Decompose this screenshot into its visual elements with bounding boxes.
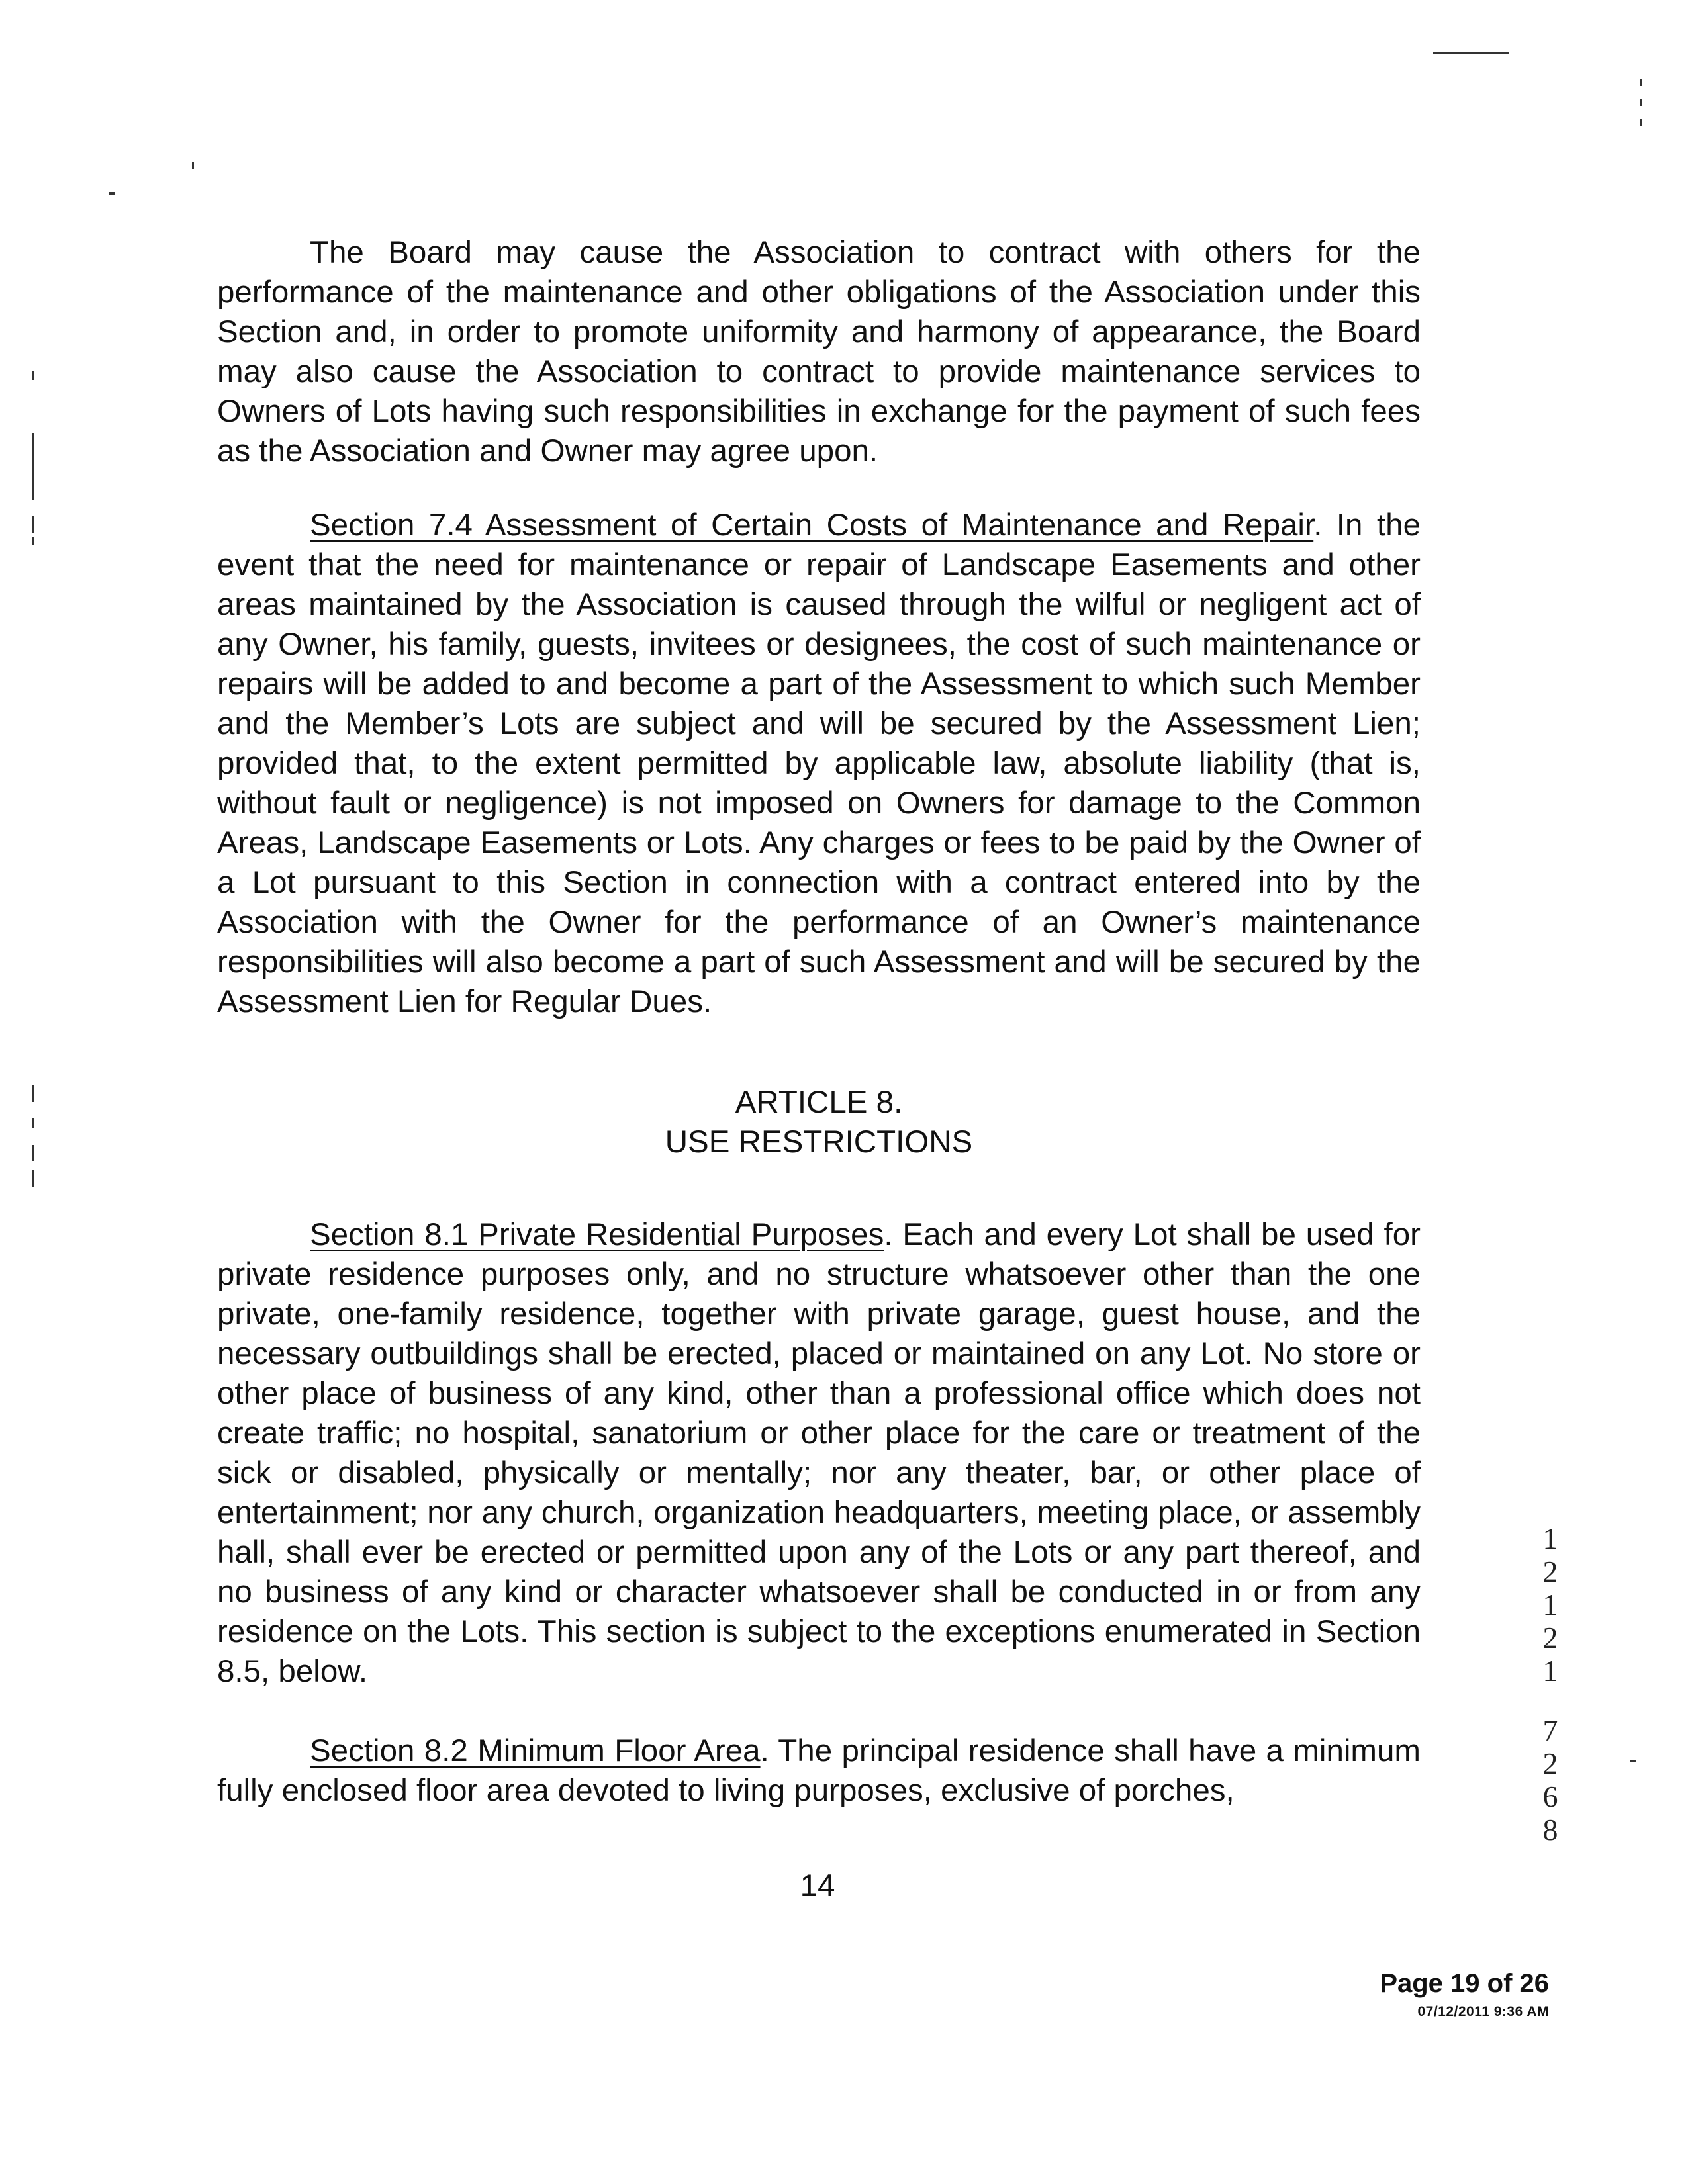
section-8-1: [217, 1215, 1421, 1692]
scan-mark: [192, 162, 194, 169]
stamp-digit: 7: [1542, 1713, 1558, 1747]
margin-mark: [32, 1118, 34, 1128]
section-8-2-heading: Section 8.2 Minimum Floor Area: [310, 1733, 761, 1768]
section-8-2-body: . The principal residence shall have a minimum fully enclosed floor area devoted to living purposes, exclusive of porches,: [217, 1733, 1421, 1808]
section-8-1-body: . Each and every Lot shall be used for private residence purposes only, and no structure whatsoever other than the one private, one-family residence, together with private garage, guest house, and the necessary outbuildings shall be erected, placed or maintained on any Lot. No store or other place of business of any kind, other than a professional office which does not create traffic; no hospital, sanatorium or other place for the care or treatment of the sick or disabled, physically or mentally; nor any theater, bar, or other place of entertainment; nor any church, organization headquarters, meeting place, or assembly hall, shall ever be erected or permitted upon any of the Lots or any part thereof, and no business of any kind or character whatsoever shall be conducted in or from any residence on the Lots. This section is subject to the exceptions enumerated in Section 8.5, below.: [217, 1217, 1421, 1689]
margin-mark: [32, 1145, 34, 1161]
scan-mark: [1630, 1760, 1636, 1762]
paragraph-board-contracts: [217, 233, 1421, 471]
article-heading: [217, 1083, 1421, 1162]
stamp-digit: 1: [1542, 1588, 1558, 1621]
stamp-digit: 2: [1542, 1621, 1558, 1655]
margin-mark: [32, 1170, 34, 1187]
recording-stamp: [1537, 1522, 1564, 1846]
footer-timestamp: 07/12/2011 9:36 AM: [1417, 2004, 1549, 2019]
stamp-digit: 1: [1542, 1522, 1558, 1555]
margin-mark: [32, 1085, 34, 1102]
section-7-4-heading: Section 7.4 Assessment of Certain Costs of Maintenance and Repair: [310, 508, 1314, 543]
section-8-2: [217, 1731, 1421, 1811]
section-8-1-heading: Section 8.1 Private Residential Purposes: [310, 1217, 884, 1252]
paragraph-text: The Board may cause the Association to contract with others for the performance of the maintenance and other obligations of the Association under this Section and, in order to promote uniformity and harmony of appearance, the Board may also cause the Association to contract to provide maintenance services to Owners of Lots having such responsibilities in exchange for the payment of such fees as the Association and Owner may agree upon.: [217, 235, 1421, 469]
section-7-4: [217, 506, 1421, 1022]
scan-mark: [1640, 79, 1642, 86]
margin-mark: [32, 371, 34, 380]
footer-page-label: Page 19 of 26: [1380, 1969, 1549, 1998]
scan-mark: [1640, 99, 1642, 106]
scan-mark: [109, 192, 115, 195]
page-number: 14: [800, 1868, 835, 1903]
margin-mark: [32, 516, 34, 533]
scan-mark: [1640, 119, 1642, 126]
article-number: ARTICLE 8.: [735, 1085, 903, 1120]
section-7-4-body: . In the event that the need for maintenance or repair of Landscape Easements and other areas maintained by the Association is caused through the wilful or negligent act of any Owner, his family, guests, invitees or designees, the cost of such maintenance or repairs will be added to and become a part of the Assessment to which such Member and the Member’s Lots are subject and will be secured by the Assessment Lien; provided that, to the extent permitted by applicable law, absolute liability (that is, without fault or negligence) is not imposed on Owners for damage to the Common Areas, Landscape Easements or Lots. Any charges or fees to be paid by the Owner of a Lot pursuant to this Section in connection with a contract entered into by the Association with the Owner for the performance of an Owner’s maintenance responsibilities will also become a part of such Assessment and will be secured by the Assessment Lien for Regular Dues.: [217, 508, 1421, 1019]
article-title: USE RESTRICTIONS: [665, 1124, 973, 1160]
stamp-digit: 6: [1542, 1780, 1558, 1813]
margin-mark: [32, 537, 34, 545]
top-rule: [1433, 52, 1509, 54]
stamp-digit: 8: [1542, 1813, 1558, 1846]
margin-mark: [32, 433, 34, 500]
stamp-digit: 2: [1542, 1555, 1558, 1588]
stamp-digit: 2: [1542, 1747, 1558, 1780]
stamp-digit: 1: [1542, 1654, 1558, 1688]
